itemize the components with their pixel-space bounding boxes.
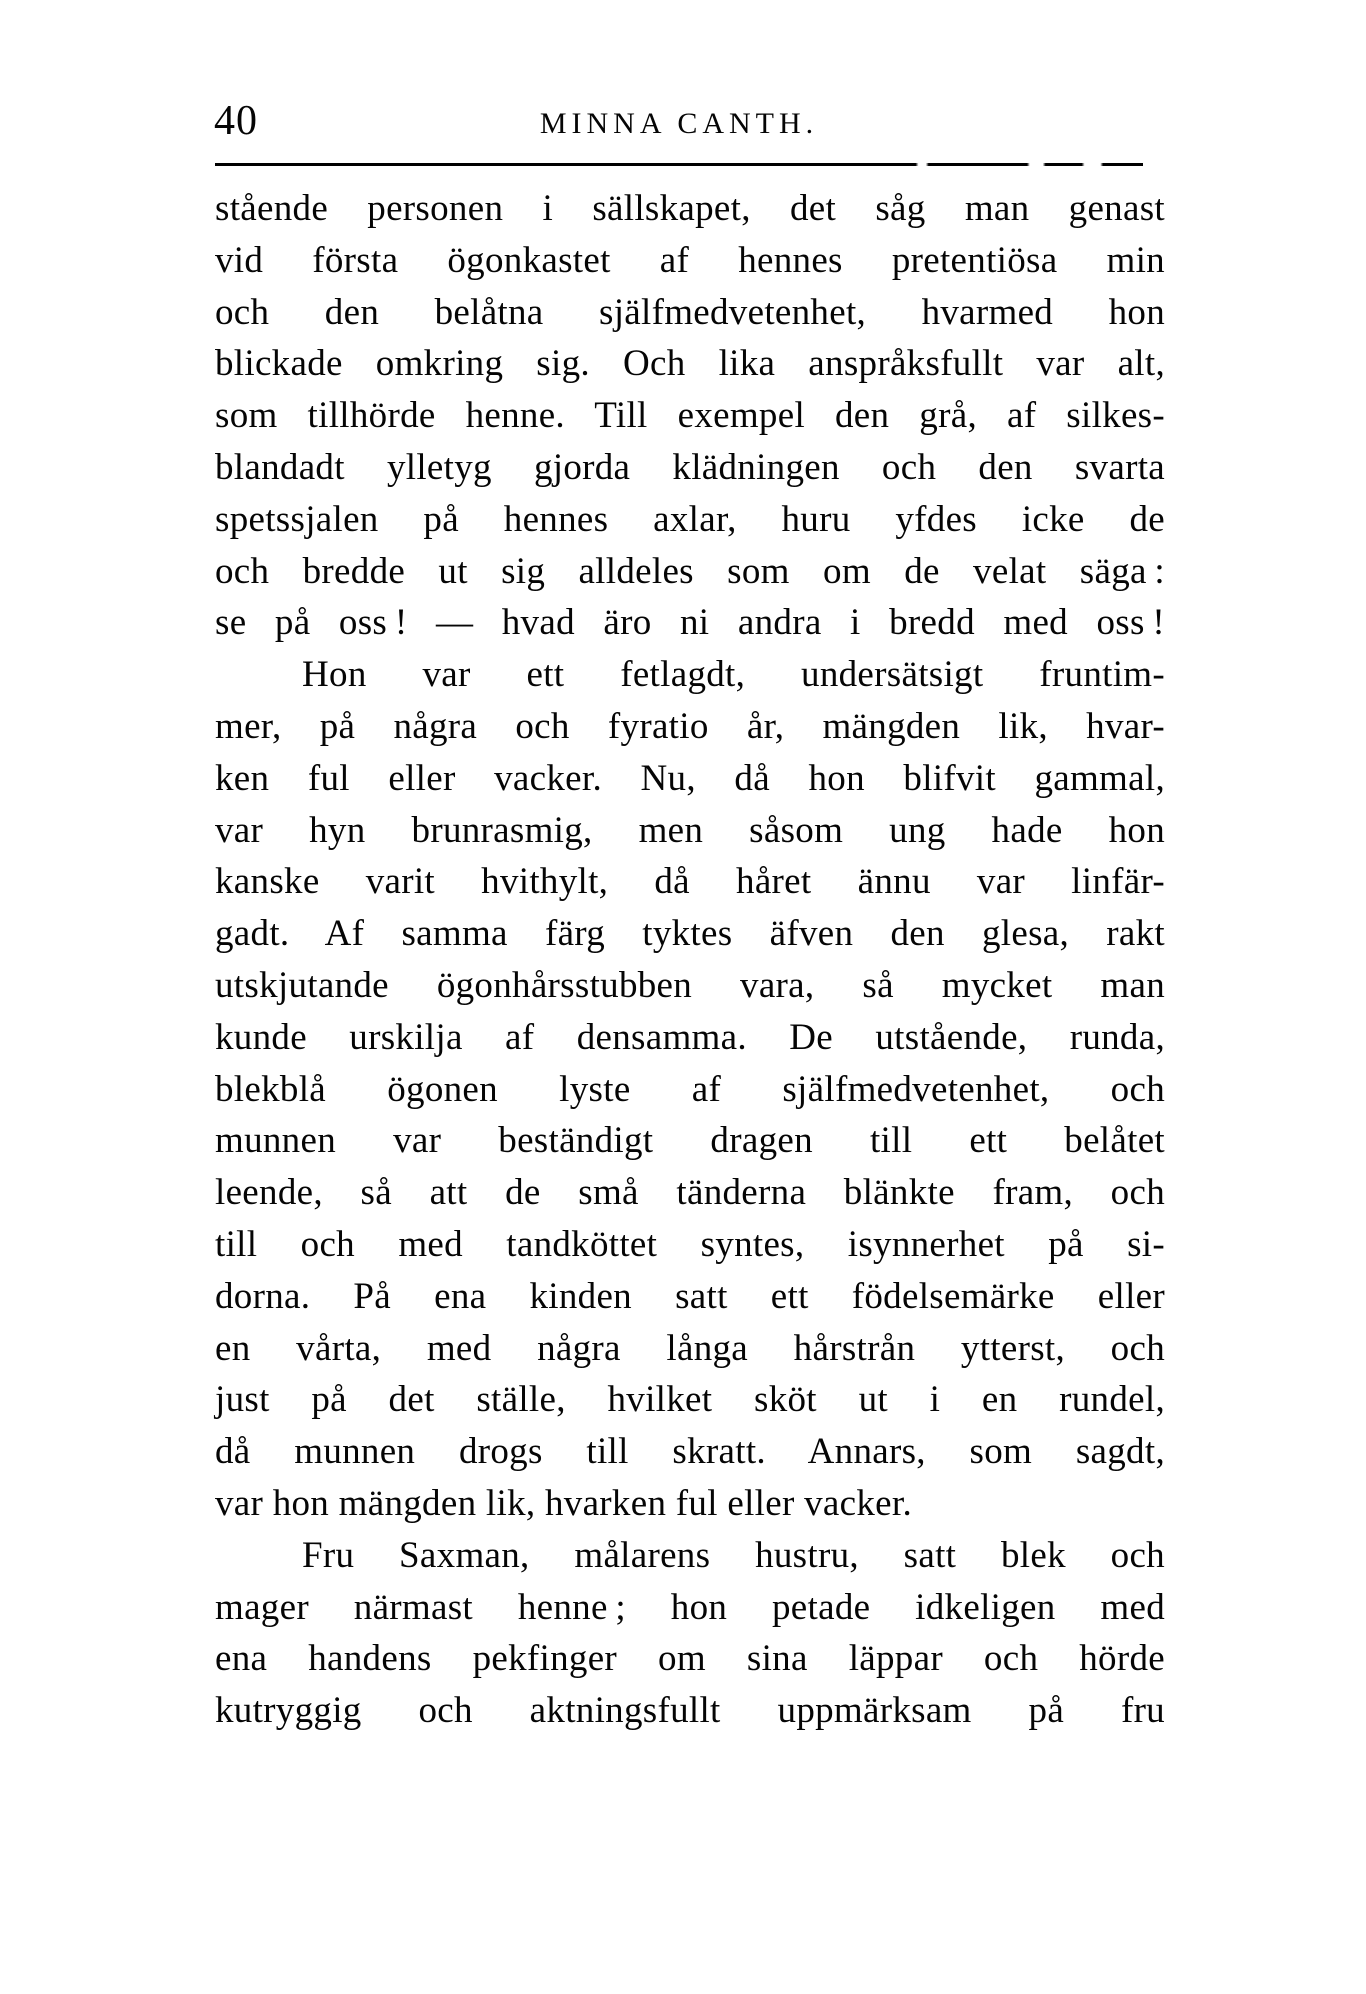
text-line: blandadt ylletyg gjorda klädningen och den svarta — [215, 446, 1165, 488]
text-line: Fru Saxman, målarens hustru, satt blek och — [302, 1534, 1165, 1576]
text-line: stående personen i sällskapet, det såg man genast — [215, 188, 1165, 229]
text-line: leende, så att de små tänderna blänkte fram, och — [215, 1172, 1165, 1214]
text-line: munnen var beständigt dragen till ett belåtet — [215, 1120, 1165, 1162]
text-line: se på oss ! — hvad äro ni andra i bredd med oss ! — [215, 602, 1165, 644]
text-line: ken ful eller vacker. Nu, då hon blifvit gammal, — [215, 757, 1165, 799]
running-title: MINNA CANTH. — [539, 107, 819, 140]
header-rule — [215, 163, 1143, 166]
text-line: ena handens pekfinger om sina läppar och hörde — [215, 1638, 1165, 1680]
text-line: kunde urskilja af densamma. De utstående, runda, — [215, 1016, 1165, 1058]
text-line: blekblå ögonen lyste af själfmedvetenhet, och — [215, 1068, 1165, 1110]
text-line: och den belåtna själfmedvetenhet, hvarmed hon — [215, 291, 1165, 333]
text-line: utskjutande ögonhårsstubben vara, så mycket man — [215, 964, 1165, 1006]
text-line: till och med tandköttet syntes, isynnerhet på si- — [215, 1223, 1165, 1265]
text-line: var hon mängden lik, hvarken ful eller vacker. — [215, 1482, 913, 1524]
text-line: vid första ögonkastet af hennes pretentiösa min — [215, 239, 1165, 281]
text-line: kutryggig och aktningsfullt uppmärksam på fru — [215, 1690, 1165, 1732]
text-line: spetssjalen på hennes axlar, huru yfdes icke de — [215, 498, 1165, 540]
text-line: mer, på några och fyratio år, mängden lik, hvar- — [215, 705, 1165, 747]
text-line: mager närmast henne ; hon petade idkeligen med — [215, 1586, 1165, 1628]
text-line: som tillhörde henne. Till exempel den grå, af silkes- — [215, 395, 1165, 437]
text-line: Hon var ett fetlagdt, undersätsigt fruntim- — [302, 654, 1165, 696]
text-line: gadt. Af samma färg tyktes äfven den glesa, rakt — [215, 913, 1165, 955]
page-number: 40 — [214, 98, 258, 144]
text-line: då munnen drogs till skratt. Annars, som sagdt, — [215, 1431, 1165, 1473]
text-line: en vårta, med några långa hårstrån ytterst, och — [215, 1327, 1165, 1369]
text-line: kanske varit hvithylt, då håret ännu var linfär- — [215, 861, 1165, 903]
text-line: och bredde ut sig alldeles som om de velat säga : — [215, 550, 1165, 592]
text-line: just på det ställe, hvilket sköt ut i en rundel, — [215, 1379, 1165, 1421]
text-line: var hyn brunrasmig, men såsom ung hade hon — [215, 809, 1165, 851]
text-line: blickade omkring sig. Och lika anspråksfullt var alt, — [215, 343, 1165, 385]
text-block — [215, 183, 1165, 1737]
text-line: dorna. På ena kinden satt ett födelsemärke eller — [215, 1275, 1165, 1317]
